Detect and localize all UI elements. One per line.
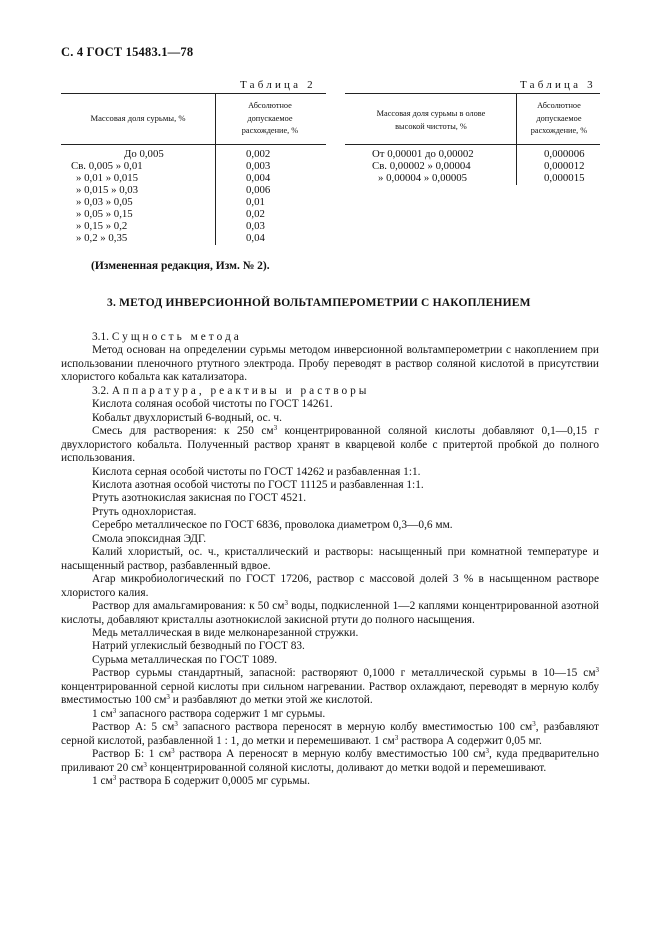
- table2-diff: 0,01: [246, 196, 265, 208]
- section-title: 3. МЕТОД ИНВЕРСИОННОЙ ВОЛЬТАМПЕРОМЕТРИИ С НАКОПЛЕНИЕМ: [107, 297, 531, 309]
- paragraph: Кислота азотная особой чистоты по ГОСТ 11125 и разбавленная 1:1.: [92, 478, 424, 491]
- table2-diff: 0,02: [246, 208, 265, 220]
- table2-mass: » 0,03 » 0,05: [76, 196, 133, 208]
- paragraph: 3.2. Аппаратура, реактивы и растворы: [92, 384, 370, 397]
- table2-header-mass: Массовая доля сурьмы, %: [90, 113, 186, 123]
- paragraph: 1 $см^3$ раствора Б содержит 0,0005 мг сурьмы.: [92, 773, 310, 787]
- table2-mass: » 0,015 » 0,03: [76, 184, 139, 196]
- table2-mass: » 0,05 » 0,15: [76, 208, 133, 220]
- paragraph: Раствор Б: 1 $см^3$ раствора А переносят в мерную колбу вместимостью 100 $см^3$, куда предварительно приливают 20 $см^3$ концентрированной соляной кислоты, доливают до метки водой и перемешивают.: [61, 747, 599, 774]
- paragraph: Раствор А: 5 $см^3$ запасного раствора переносят в мерную колбу вместимостью 100 $см^3$, разбавляют серной кислотой, разбавленной 1 : 1, до метки и перемешивают. 1 $см^3$ раствора А содержит 0,05 мг.: [61, 720, 599, 747]
- paragraph: Раствор сурьмы стандартный, запасной: растворяют 0,1000 г металлической сурьмы в 10—15 $см^3$ концентрированной серной кислоты при сильном нагревании. Раствор охлаждают, переводят в мерную колбу вместимостью 100 $см^3$ и разбавляют до метки этой же кислотой.: [61, 666, 599, 707]
- table3-mass: От 0,00001 до 0,00002: [372, 148, 474, 160]
- table2-diff: 0,004: [246, 172, 271, 184]
- table2-mass: » 0,15 » 0,2: [76, 220, 128, 232]
- body-text: [61, 331, 599, 788]
- amendment-note: (Измененная редакция, Изм. № 2).: [91, 260, 270, 272]
- table2-diff: 0,04: [246, 232, 265, 244]
- table2-diff: 0,003: [246, 160, 271, 172]
- table3-header-rule: [345, 144, 600, 145]
- table2-mass: До 0,005: [124, 148, 164, 160]
- table3-diff: 0,000012: [544, 160, 585, 172]
- table3-diff: 0,000006: [544, 148, 585, 160]
- paragraph: Смола эпоксидная ЭДГ.: [92, 532, 207, 545]
- table2-caption: Таблица 2: [240, 79, 316, 91]
- paragraph: Ртуть азотнокислая закисная по ГОСТ 4521.: [92, 492, 307, 505]
- table3-header-diff: Абсолютное допускаемое расхождение, %: [530, 101, 588, 135]
- paragraph: Медь металлическая в виде мелконарезанной стружки.: [92, 626, 359, 639]
- table3-header-mass: Массовая доля сурьмы в олове высокой чистоты, %: [376, 109, 486, 131]
- paragraph: Метод основан на определении сурьмы методом инверсионной вольтамперометрии с накоплением при использовании пленочного ртутного электрода. Пробу переводят в раствор соляной кислотой в присутствии хлористого кобальта как катализатора.: [61, 344, 599, 384]
- paragraph: Серебро металлическое по ГОСТ 6836, проволока диаметром 0,3—0,6 мм.: [92, 519, 453, 532]
- table2-diff: 0,006: [246, 184, 271, 196]
- paragraph: 3.1. Сущность метода: [92, 331, 242, 343]
- table2-header-rule: [61, 144, 326, 145]
- table2-header-diff: Абсолютное допускаемое расхождение, %: [241, 101, 299, 135]
- table2-mass: » 0,2 » 0,35: [76, 232, 128, 244]
- paragraph: Кислота серная особой чистоты по ГОСТ 14262 и разбавленная 1:1.: [92, 465, 421, 478]
- table2-top-rule: [61, 93, 326, 94]
- table3-mass: Св. 0,00002 » 0,00004: [372, 160, 471, 172]
- table3-caption: Таблица 3: [520, 79, 596, 91]
- table3-mass: » 0,00004 » 0,00005: [378, 172, 468, 184]
- table2-column-divider: [215, 93, 216, 245]
- paragraph: Ртуть однохлористая.: [92, 505, 197, 518]
- paragraph: 1 $см^3$ запасного раствора содержит 1 мг сурьмы.: [92, 706, 326, 720]
- paragraph: Агар микробиологический по ГОСТ 17206, раствор с массовой долей 3 % в насыщенном растворе хлористого калия.: [61, 573, 599, 599]
- paragraph: Калий хлористый, ос. ч., кристаллический и растворы: насыщенный при комнатной температуре и насыщенный раствор, разбавленный вдвое.: [61, 546, 599, 572]
- page-header: С. 4 ГОСТ 15483.1—78: [61, 45, 194, 59]
- table2-diff: 0,002: [246, 148, 271, 160]
- paragraph: Смесь для растворения: к 250 $см^3$ концентрированной соляной кислоты добавляют 0,1—0,15 г двухлористого кобальта. Полученный раствор хранят в кварцевой колбе с притертой пробкой до полного использования.: [61, 424, 599, 465]
- paragraph: Сурьма металлическая по ГОСТ 1089.: [92, 653, 278, 666]
- table2-diff: 0,03: [246, 220, 265, 232]
- table2-mass: » 0,01 » 0,015: [76, 172, 139, 184]
- paragraph: Кобальт двухлористый 6-водный, ос. ч.: [92, 411, 282, 424]
- table3-top-rule: [345, 93, 600, 94]
- paragraph: Кислота соляная особой чистоты по ГОСТ 14261.: [92, 398, 333, 411]
- table2-mass: Св. 0,005 » 0,01: [71, 160, 143, 172]
- paragraph: Раствор для амальгамирования: к 50 $см^3$ воды, подкисленной 1—2 каплями концентрированной азотной кислоты, добавляют кристаллы азотнокислой закисной ртути до полного насыщения.: [61, 599, 599, 626]
- table3-diff: 0,000015: [544, 172, 585, 184]
- table3-column-divider: [516, 93, 517, 185]
- paragraph: Натрий углекислый безводный по ГОСТ 83.: [92, 640, 305, 653]
